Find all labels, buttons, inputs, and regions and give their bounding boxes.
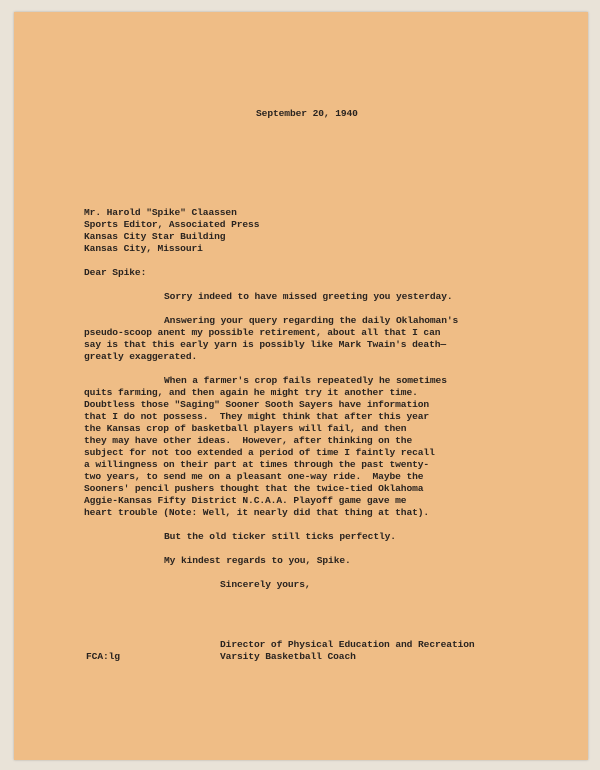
signature-title-1: Director of Physical Education and Recreation — [220, 639, 475, 650]
body-line: But the old ticker still ticks perfectly. — [164, 531, 396, 542]
letter-date: September 20, 1940 — [256, 108, 358, 119]
body-line: Answering your query regarding the daily Oklahoman's — [164, 315, 459, 326]
body-line: that I do not possess. They might think that after this year — [84, 411, 430, 422]
closing: Sincerely yours, — [220, 579, 311, 590]
body-line: they may have other ideas. However, after thinking on the — [84, 435, 413, 446]
salutation: Dear Spike: — [84, 267, 147, 278]
body-line: My kindest regards to you, Spike. — [164, 555, 351, 566]
recipient-building: Kansas City Star Building — [84, 231, 226, 242]
body-line: two years, to send me on a pleasant one-way ride. Maybe the — [84, 471, 424, 482]
body-line: a willingness on their part at times through the past twenty- — [84, 459, 430, 470]
body-line: heart trouble (Note: Well, it nearly did that thing at that). — [84, 507, 430, 518]
body-line: Doubtless those "Saging" Sooner Sooth Sayers have information — [84, 399, 430, 410]
body-line: say is that this early yarn is possibly like Mark Twain's death— — [84, 339, 447, 350]
signature-title-2: Varsity Basketball Coach — [220, 651, 356, 662]
recipient-title: Sports Editor, Associated Press — [84, 219, 260, 230]
body-line: pseudo-scoop anent my possible retirement, about all that I can — [84, 327, 441, 338]
recipient-name: Mr. Harold "Spike" Claassen — [84, 207, 237, 218]
body-line: quits farming, and then again he might try it another time. — [84, 387, 418, 398]
recipient-city: Kansas City, Missouri — [84, 243, 203, 254]
body-line: Aggie-Kansas Fifty District N.C.A.A. Playoff game gave me — [84, 495, 407, 506]
body-line: the Kansas crop of basketball players will fail, and then — [84, 423, 407, 434]
body-line: subject for not too extended a period of time I faintly recall — [84, 447, 435, 458]
body-line: greatly exaggerated. — [84, 351, 198, 362]
letter-page — [14, 12, 588, 760]
body-line: Sorry indeed to have missed greeting you yesterday. — [164, 291, 453, 302]
body-line: When a farmer's crop fails repeatedly he sometimes — [164, 375, 447, 386]
typist-initials: FCA:lg — [86, 651, 120, 662]
body-line: Sooners' pencil pushers thought that the twice-tied Oklahoma — [84, 483, 424, 494]
